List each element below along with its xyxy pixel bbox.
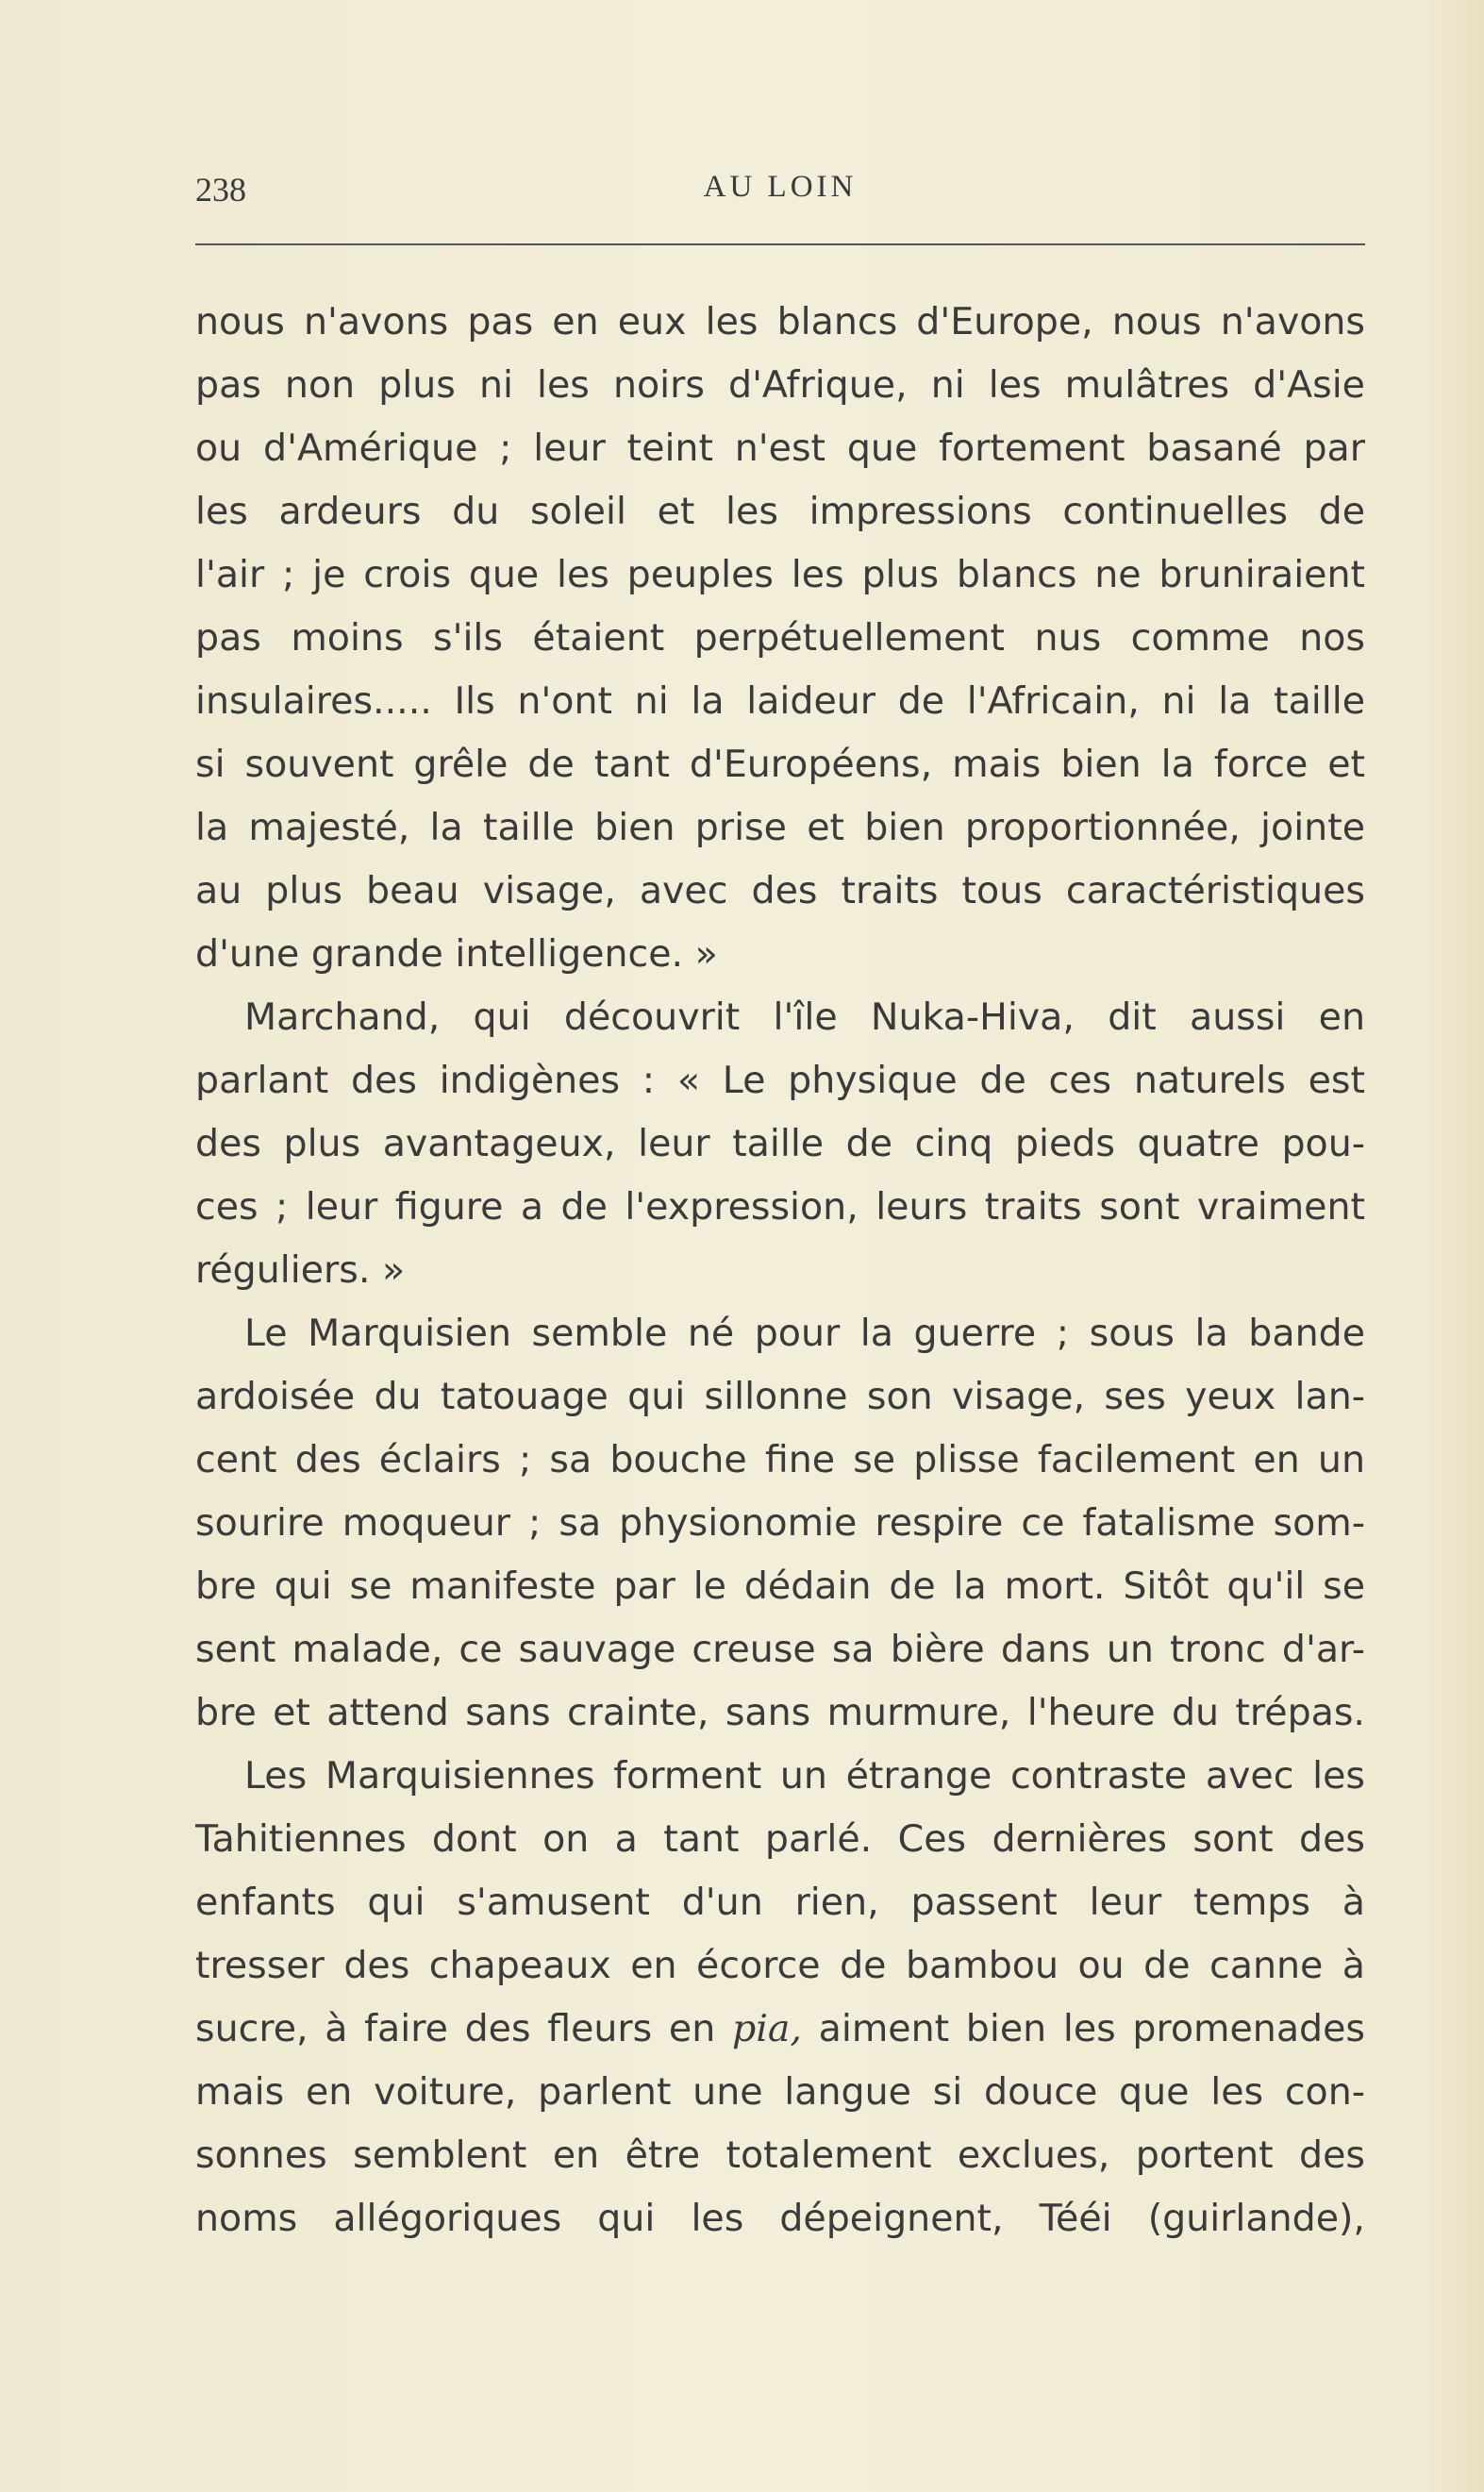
page-number: 238 [195, 171, 246, 209]
text-line: bre et attend sans crainte, sans murmure, l'heure du trépas. [195, 1691, 1365, 1734]
text-line-with-italic [195, 1998, 1365, 2061]
text-line: noms allégoriques qui les dépeignent, Tééi (guirlande), [195, 2197, 1365, 2240]
running-head: AU LOIN [703, 170, 858, 204]
text-line: cent des éclairs ; sa bouche fine se plisse facilement en un [195, 1438, 1365, 1481]
text-line: réguliers. » [195, 1248, 406, 1292]
text-line: ardoisée du tatouage qui sillonne son visage, ses yeux lan- [195, 1375, 1365, 1418]
text-line: pas moins s'ils étaient perpétuellement nus comme nos [195, 616, 1365, 660]
text-line: pas non plus ni les noirs d'Afrique, ni les mulâtres d'Asie [195, 363, 1365, 407]
text-line: sent malade, ce sauvage creuse sa bière dans un tronc d'ar- [195, 1628, 1365, 1671]
text-line: bre qui se manifeste par le dédain de la mort. Sitôt qu'il se [195, 1564, 1365, 1608]
text-line: mais en voiture, parlent une langue si douce que les con- [195, 2070, 1365, 2114]
body-text [195, 291, 1365, 2250]
text-segment: sucre, à faire des fleurs en [195, 2007, 716, 2050]
paragraph-1 [195, 291, 1365, 986]
text-line: Le Marquisien semble né pour la guerre ; sous la bande [244, 1312, 1365, 1355]
text-line: la majesté, la taille bien prise et bien proportionnée, jointe [195, 806, 1365, 849]
text-line: sonnes semblent en être totalement exclues, portent des [195, 2133, 1365, 2177]
text-line: sourire moqueur ; sa physionomie respire ce fatalisme som- [195, 1501, 1365, 1545]
page-header [195, 170, 1365, 226]
text-line: Tahitiennes dont on a tant parlé. Ces dernières sont des [195, 1817, 1365, 1861]
paragraph-2 [195, 986, 1365, 1302]
text-line: d'une grande intelligence. » [195, 932, 718, 976]
text-line: si souvent grêle de tant d'Européens, mais bien la force et [195, 743, 1365, 786]
text-line: ou d'Amérique ; leur teint n'est que fortement basané par [195, 426, 1365, 470]
text-line: enfants qui s'amusent d'un rien, passent leur temps à [195, 1881, 1365, 1924]
paragraph-3 [195, 1302, 1365, 1745]
paragraph-4 [195, 1745, 1365, 2250]
header-rule [195, 243, 1365, 245]
text-segment: aiment bien les promenades [801, 2007, 1365, 2050]
text-line: ces ; leur figure a de l'expression, leurs traits sont vraiment [195, 1185, 1365, 1229]
text-line: les ardeurs du soleil et les impressions continuelles de [195, 490, 1365, 533]
text-line: insulaires..... Ils n'ont ni la laideur de l'Africain, ni la taille [195, 679, 1365, 723]
text-line: tresser des chapeaux en écorce de bambou ou de canne à [195, 1944, 1365, 1987]
text-line: parlant des indigènes : « Le physique de ces naturels est [195, 1059, 1365, 1102]
italic-word: pia, [731, 2007, 802, 2050]
text-line: des plus avantageux, leur taille de cinq pieds quatre pou- [195, 1122, 1365, 1165]
text-line: l'air ; je crois que les peuples les plus blancs ne bruniraient [195, 553, 1365, 596]
text-line: au plus beau visage, avec des traits tous caractéristiques [195, 869, 1365, 912]
text-line: Les Marquisiennes forment un étrange contraste avec les [244, 1754, 1365, 1798]
text-line: nous n'avons pas en eux les blancs d'Europe, nous n'avons [195, 300, 1365, 343]
text-line: Marchand, qui découvrit l'île Nuka-Hiva, dit aussi en [244, 995, 1365, 1039]
